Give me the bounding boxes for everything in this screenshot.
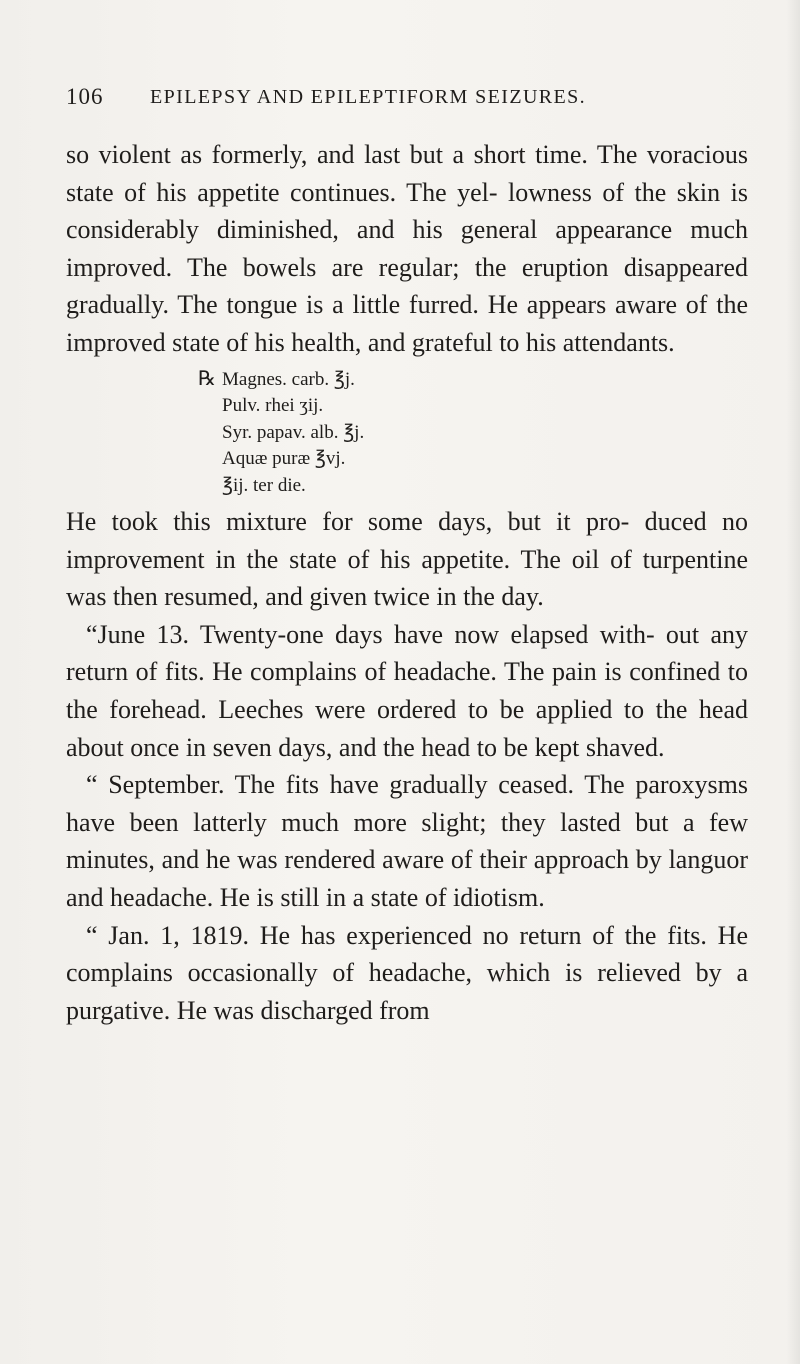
prescription-item: Magnes. carb. ℥j.: [222, 368, 355, 390]
paragraph-4: “ September. The fits have gradually ceased. The paroxysms have been latterly much more slight; they lasted but a few minutes, and he was rendered aware of their approach by languor and headache. He is still in a state of idiotism.: [66, 770, 748, 912]
prescription: [66, 366, 748, 500]
paragraph-5: “ Jan. 1, 1819. He has experienced no return of the fits. He complains occasionally of headache, which is relieved by a purgative. He was discharged from: [66, 920, 748, 1025]
prescription-line-1: [198, 366, 748, 394]
running-head: EPILEPSY AND EPILEPTIFORM SEIZURES.: [150, 86, 587, 108]
paragraph-2: He took this mixture for some days, but it pro- duced no improvement in the state of his appetite. The oil of turpentine was then resumed, and given twice in the day.: [66, 507, 748, 612]
prescription-line-2: Pulv. rhei ʒij.: [222, 395, 324, 417]
prescription-line-3: Syr. papav. alb. ℥j.: [222, 421, 365, 443]
body-text: [66, 136, 748, 1029]
prescription-line-4: Aquæ puræ ℥vj.: [222, 448, 346, 470]
page-number: 106: [66, 84, 104, 109]
recipe-symbol: ℞: [198, 367, 216, 390]
prescription-line-5: ℥ij. ter die.: [222, 474, 306, 496]
paragraph-3: “June 13. Twenty-one days have now elapsed with- out any return of fits. He complains of headache. The pain is confined to the forehead. Leeches were ordered to be applied to the head about once in seven days, and the head to be kept shaved.: [66, 619, 748, 762]
page-header: [66, 84, 746, 116]
paragraph-1: so violent as formerly, and last but a short time. The voracious state of his appetite continues. The yel- lowness of the skin is considerably diminished, and his general appearance much improved. The bowels are regular; the eruption disappeared gradually. The tongue is a little furred. He appears aware of the improved state of his health, and grateful to his attendants.: [66, 140, 748, 357]
